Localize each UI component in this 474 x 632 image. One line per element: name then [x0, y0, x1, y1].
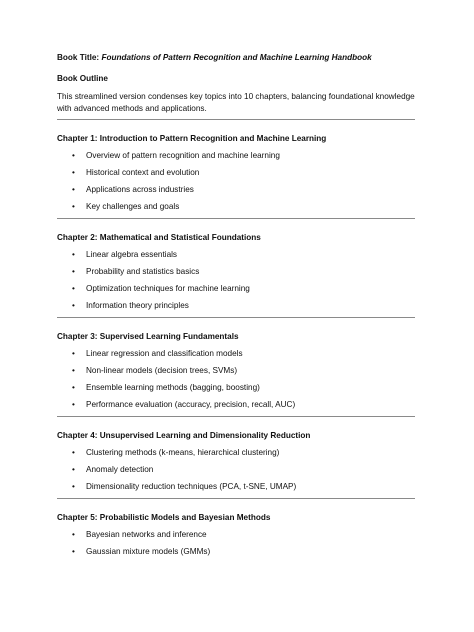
topic-text: Probability and statistics basics	[86, 267, 200, 276]
section-divider	[57, 416, 415, 417]
topic-item	[57, 300, 417, 312]
topic-text: Non-linear models (decision trees, SVMs)	[86, 366, 238, 375]
topic-item	[57, 150, 417, 162]
topic-item	[57, 283, 417, 295]
bullet-icon: •	[72, 151, 75, 160]
topic-text: Information theory principles	[86, 301, 189, 310]
book-title-label: Book Title:	[57, 53, 100, 62]
chapter-section	[57, 430, 417, 499]
bullet-icon: •	[72, 349, 75, 358]
outline-heading: Book Outline	[57, 74, 108, 83]
bullet-icon: •	[72, 202, 75, 211]
book-title-text: Foundations of Pattern Recognition and Machine Learning Handbook	[101, 53, 372, 62]
topic-item	[57, 546, 417, 558]
topic-text: Key challenges and goals	[86, 202, 180, 211]
intro-paragraph: This streamlined version condenses key topics into 10 chapters, balancing foundational knowledge with advanced methods and applications.	[57, 92, 415, 113]
chapter-section	[57, 232, 417, 318]
bullet-icon: •	[72, 366, 75, 375]
topic-item	[57, 447, 417, 459]
chapter-list	[57, 133, 417, 558]
topic-list	[57, 529, 417, 558]
topic-item	[57, 382, 417, 394]
chapter-title: Chapter 5: Probabilistic Models and Bayesian Methods	[57, 513, 271, 522]
topic-list	[57, 150, 417, 213]
topic-item	[57, 348, 417, 360]
topic-item	[57, 529, 417, 541]
chapter-title: Chapter 2: Mathematical and Statistical Foundations	[57, 233, 261, 242]
section-divider	[57, 119, 415, 120]
topic-text: Anomaly detection	[86, 465, 154, 474]
chapter-title: Chapter 3: Supervised Learning Fundamentals	[57, 332, 239, 341]
chapter-title: Chapter 4: Unsupervised Learning and Dimensionality Reduction	[57, 431, 311, 440]
topic-item	[57, 481, 417, 493]
section-divider	[57, 498, 415, 499]
topic-text: Bayesian networks and inference	[86, 530, 207, 539]
topic-text: Historical context and evolution	[86, 168, 200, 177]
topic-item	[57, 266, 417, 278]
topic-text: Gaussian mixture models (GMMs)	[86, 547, 211, 556]
topic-item	[57, 464, 417, 476]
topic-text: Performance evaluation (accuracy, precision, recall, AUC)	[86, 400, 296, 409]
bullet-icon: •	[72, 482, 75, 491]
section-divider	[57, 218, 415, 219]
topic-text: Applications across industries	[86, 185, 194, 194]
topic-text: Linear regression and classification models	[86, 349, 243, 358]
bullet-icon: •	[72, 267, 75, 276]
topic-item	[57, 201, 417, 213]
bullet-icon: •	[72, 383, 75, 392]
bullet-icon: •	[72, 301, 75, 310]
topic-text: Optimization techniques for machine learning	[86, 284, 250, 293]
bullet-icon: •	[72, 547, 75, 556]
topic-item	[57, 167, 417, 179]
chapter-section	[57, 331, 417, 417]
bullet-icon: •	[72, 168, 75, 177]
topic-list	[57, 249, 417, 312]
topic-text: Linear algebra essentials	[86, 250, 178, 259]
topic-text: Dimensionality reduction techniques (PCA, t-SNE, UMAP)	[86, 482, 297, 491]
bullet-icon: •	[72, 185, 75, 194]
chapter-title: Chapter 1: Introduction to Pattern Recognition and Machine Learning	[57, 134, 327, 143]
bullet-icon: •	[72, 250, 75, 259]
book-title-line	[57, 52, 417, 64]
topic-item	[57, 399, 417, 411]
chapter-section	[57, 133, 417, 219]
chapter-section	[57, 512, 417, 558]
topic-item	[57, 249, 417, 261]
topic-text: Overview of pattern recognition and machine learning	[86, 151, 280, 160]
bullet-icon: •	[72, 465, 75, 474]
topic-text: Ensemble learning methods (bagging, boosting)	[86, 383, 260, 392]
bullet-icon: •	[72, 284, 75, 293]
bullet-icon: •	[72, 448, 75, 457]
bullet-icon: •	[72, 400, 75, 409]
topic-item	[57, 184, 417, 196]
topic-text: Clustering methods (k-means, hierarchical clustering)	[86, 448, 280, 457]
section-divider	[57, 317, 415, 318]
bullet-icon: •	[72, 530, 75, 539]
document-page	[57, 52, 417, 563]
topic-item	[57, 365, 417, 377]
topic-list	[57, 447, 417, 493]
topic-list	[57, 348, 417, 411]
